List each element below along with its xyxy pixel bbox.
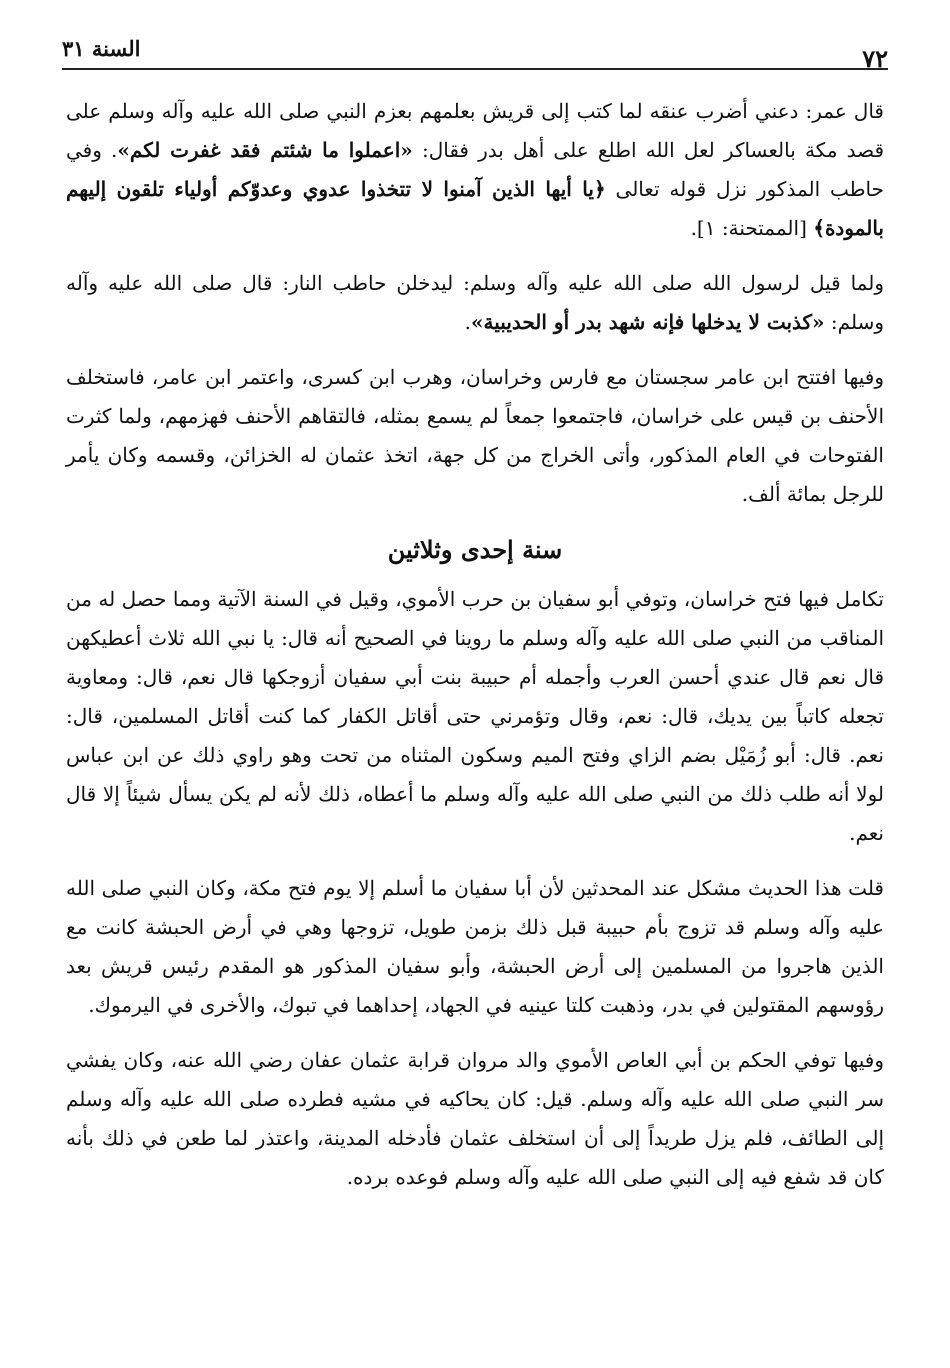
hadith-quote: «كذبت لا يدخلها فإنه شهد بدر أو الحديبية» [471, 310, 825, 334]
verse-reference: [الممتحنة: ١]. [690, 216, 814, 240]
text-segment: . وفي حاطب المذكور نزل قوله تعالى [66, 138, 885, 201]
paragraph-ibn-amir-conquests: وفيها افتتح ابن عامر سجستان مع فارس وخراسان، وهرب ابن كسرى، واعتمر ابن عامر، فاستخلف الأحنف بن قيس على خراسان، فاجتمعوا جمعاً لم يسمع بمثله، فالتقاهم الأحنف فهزمهم، ولما كثرت الفتوحات في العام المذكور، وأتى الخراج من كل جهة، اتخذ عثمان له الخزائن، وقسمه وكان يأمر للرجل بمائة ألف. [66, 365, 884, 506]
body-text [66, 92, 884, 1213]
page-number: ٧٢ [862, 44, 888, 73]
paragraph-hadith-problem: قلت هذا الحديث مشكل عند المحدثين لأن أبا سفيان ما أسلم إلا يوم فتح مكة، وكان النبي صلى الله عليه وآله وسلم قد تزوج بأم حبيبة قبل ذلك بزمن طويل، تزوجها وهي في أرض الحبشة كانت مع الذين هاجروا من المسلمين إلى أرض الحبشة، وأبو سفيان المذكور هو المقدم رئيس قريش بعد رؤوسهم المقتولين في بدر، وذهبت كلتا عينيه في الجهاد، إحداهما في تبوك، والأخرى في اليرموك. [66, 876, 884, 1017]
paragraph-hakam: وفيها توفي الحكم بن أبي العاص الأموي والد مروان قرابة عثمان عفان رضي الله عنه، وكان يفشي سر النبي صلى الله عليه وآله وسلم. قيل: كان يحاكيه في مشيه فطرده صلى الله عليه وآله وسلم إلى الطائف، فلم يزل طريداً إلى أن استخلف عثمان فأدخله المدينة، واعتذر لما طعن في ذلك بأنه كان قد شفع فيه إلى النبي صلى الله عليه وآله وسلم فوعده برده. [66, 1048, 884, 1189]
paragraph-abu-sufyan: تكامل فيها فتح خراسان، وتوفي أبو سفيان بن حرب الأموي، وقيل في السنة الآتية ومما حصل له من المناقب من النبي صلى الله عليه وآله وسلم ما روينا في الصحيح أنه قال: يا نبي الله ثلاث أعطيكهن قال نعم قال عندي أحسن العرب وأجمله أم حبيبة بنت أبي سفيان أزوجكها قال نعم، قال: ومعاوية تجعله كاتباً بين يديك، قال: نعم، وقال وتؤمرني حتى أقاتل الكفار كما كنت أقاتل المسلمين، قال: نعم. قال: أبو زُمَيْل بضم الزاي وفتح الميم وسكون المثناه من تحت وهو راوي ذلك عن ابن عباس لولا أنه طلب ذلك من النبي صلى الله عليه وآله وسلم ما أعطاه، ذلك لأنه لم يكن يسأل شيئاً إلا قال نعم. [66, 587, 884, 845]
paragraph-hatib-badr [66, 264, 884, 342]
quran-verse: ﴿يا أيها الذين آمنوا لا تتخذوا عدوي وعدوّكم أولياء تلقون إليهم بالمودة﴾ [66, 177, 884, 240]
section-title: سنة إحدى وثلاثين [387, 535, 563, 564]
text-segment: ولما قيل لرسول الله صلى الله عليه وآله وسلم: ليدخلن حاطب النار: قال صلى الله عليه وآله وسلم: [66, 271, 884, 334]
running-title: السنة ٣١ [62, 36, 141, 61]
text-segment: . [464, 310, 472, 334]
hadith-quote: «اعملوا ما شئتم فقد غفرت لكم» [117, 138, 413, 162]
paragraph-umar-hatib [66, 92, 884, 248]
page-header [62, 34, 888, 73]
text-segment: قال عمر: دعني أضرب عنقه لما كتب إلى قريش بعلمهم بعزم النبي صلى الله عليه وآله وسلم على قصد مكة بالعساكر لعل الله اطلع على أهل بدر فقال: [66, 99, 884, 162]
